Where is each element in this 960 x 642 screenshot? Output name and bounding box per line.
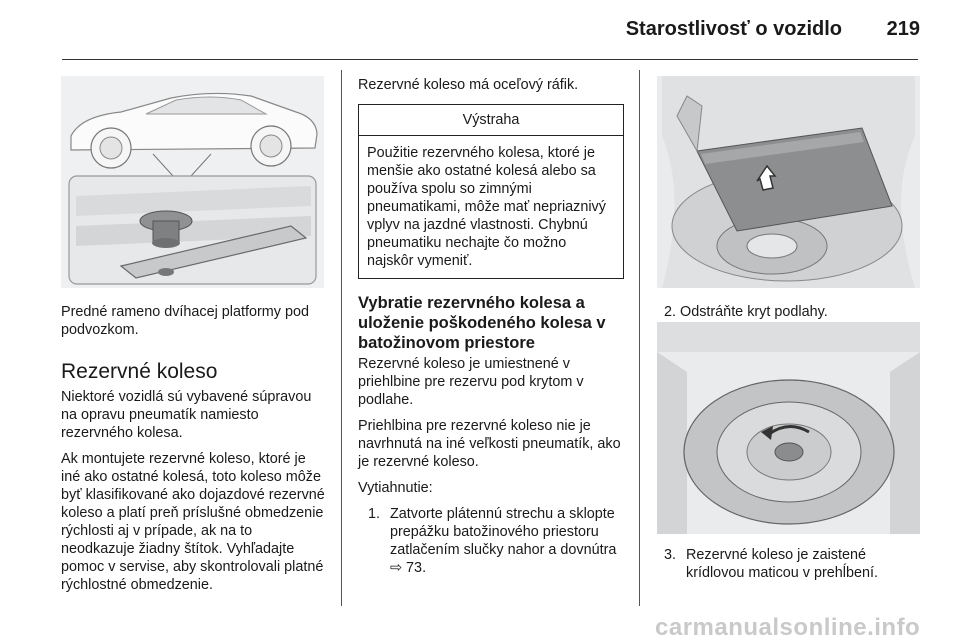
- step-number: 3.: [664, 547, 677, 563]
- column-divider-2: [639, 70, 640, 606]
- paragraph: Rezervné koleso je umiestnené v priehlbine pre rezervu pod krytom v podlahe.: [358, 356, 584, 408]
- warning-text: Použitie rezervného kolesa, ktoré je menšie ako ostatné kolesá alebo sa používa spolu so zimnými pneumatikami, môže mať nepriaznivý vplyv na jazdné vlastnosti. Chybnú pneumatiku nechajte čo možno najskôr vymeniť.: [367, 145, 606, 269]
- paragraph: Priehlbina pre rezervné koleso nie je navrhnutá na iné veľkosti pneumatík, ako je rezervné koleso.: [358, 418, 621, 470]
- header-rule: [62, 59, 918, 60]
- spare-wheel-illustration: [657, 322, 920, 534]
- column-divider-1: [341, 70, 342, 606]
- paragraph: Ak montujete rezervné koleso, ktoré je iné ako ostatné kolesá, toto koleso môže byť klasifikované ako dojazdové rezervné koleso a platí preň príslušné obmedzenie rýchlosti aj v prípade, ak na to neodkazuje žiadny štítok. Vyhľadajte pomoc v servise, aby skontrolovali platné rýchlostné obmedzenie.: [61, 451, 325, 593]
- section-title: Rezervné koleso: [61, 360, 218, 383]
- paragraph: Vytiahnutie:: [358, 480, 433, 496]
- middle-column-text: [358, 76, 624, 583]
- lift-caption: Predné rameno dvíhacej platformy pod podvozkom.: [61, 304, 309, 338]
- trunk-floor-cover-illustration: [657, 76, 920, 288]
- step-item: [358, 505, 624, 577]
- paragraph: Niektoré vozidlá sú vybavené súpravou na opravu pneumatík namiesto rezervného kolesa.: [61, 389, 312, 441]
- step-item: [664, 546, 924, 582]
- step-3: [664, 546, 924, 588]
- page-number: 219: [886, 18, 920, 40]
- step-text: Zatvorte plátennú strechu a sklopte prepážku batožinového priestoru zatlačením slučky nahor a dovnútra ⇨ 73.: [390, 506, 617, 576]
- step-number: 1.: [368, 506, 381, 522]
- subsection-title: Vybratie rezervného kolesa a uloženie poškodeného kolesa v batožinovom priestore: [358, 294, 606, 352]
- warning-box: [358, 104, 624, 279]
- left-column-text: [61, 360, 327, 602]
- lift-platform-illustration: [61, 76, 324, 288]
- step-text: Rezervné koleso je zaistené krídlovou maticou v prehĺbení.: [686, 547, 878, 581]
- page-title: Starostlivosť o vozidlo: [625, 18, 842, 40]
- warning-title: Výstraha: [359, 105, 623, 136]
- page-header: [0, 0, 960, 60]
- watermark: carmanualsonline.info: [655, 614, 921, 641]
- intro-text: Rezervné koleso má oceľový ráfik.: [358, 77, 579, 93]
- step-2-caption: 2. Odstráňte kryt podlahy.: [664, 304, 828, 320]
